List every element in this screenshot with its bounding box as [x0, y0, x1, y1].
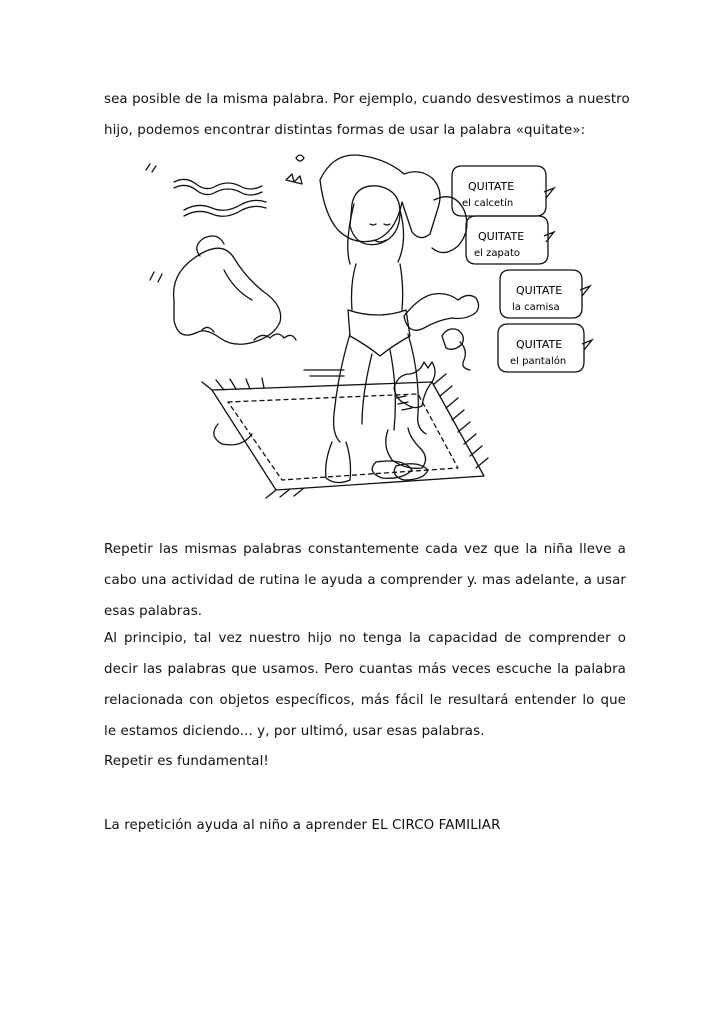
cat-drawing — [394, 362, 435, 410]
text-line: le estamos diciendo... y, por ultimó, usar esas palabras. — [104, 724, 485, 739]
bubble-item: el pantalón — [510, 356, 567, 367]
intro-paragraph — [104, 84, 630, 146]
text-line: Al principio, tal vez nuestro hijo no tenga la capacidad de comprender o — [104, 631, 626, 646]
undressing-illustration — [104, 140, 626, 512]
closing-line — [104, 810, 626, 841]
girl-drawing — [304, 155, 467, 483]
bubble-item: el zapato — [474, 248, 521, 259]
bubble-title: QUITATE — [478, 230, 525, 243]
flying-pants-drawing — [150, 236, 296, 344]
speech-bubble — [452, 166, 554, 216]
speech-bubbles — [452, 166, 592, 372]
text-line: relacionada con objetos específicos, más fácil le resultará entender lo que — [104, 693, 626, 708]
rug-drawing — [202, 374, 488, 498]
text-line: Repetir es fundamental! — [104, 754, 269, 769]
text-line: decir las palabras que usamos. Pero cuantas más veces escuche la palabra — [104, 662, 626, 677]
flying-sock-drawing — [146, 164, 266, 216]
text-line: esas palabras. — [104, 604, 203, 619]
paragraph-emphasis — [104, 746, 626, 777]
sock-drawing — [404, 294, 479, 331]
paragraph-beginning — [104, 623, 626, 747]
speech-bubble — [466, 216, 554, 264]
text-line: sea posible de la misma palabra. Por ejemplo, cuando desvestimos a nuestro — [104, 92, 630, 107]
text-line: La repetición ayuda al niño a aprender EL CIRCO FAMILIAR — [104, 818, 501, 833]
speech-bubble — [498, 324, 592, 372]
bow-drawing — [286, 155, 304, 184]
text-line: Repetir las mismas palabras constantemente cada vez que la niña lleve a — [104, 542, 626, 557]
text-line: hijo, podemos encontrar distintas formas de usar la palabra «quitate»: — [104, 123, 586, 138]
bubble-title: QUITATE — [468, 180, 515, 193]
bubble-title: QUITATE — [516, 284, 563, 297]
bubble-item: la camisa — [512, 302, 560, 313]
paragraph-repetition — [104, 534, 626, 627]
bubble-title: QUITATE — [516, 338, 563, 351]
bubble-item: el calcetín — [462, 198, 514, 209]
mouse-drawing — [442, 329, 470, 370]
speech-bubble — [500, 270, 590, 318]
text-line: cabo una actividad de rutina le ayuda a comprender y. mas adelante, a usar — [104, 573, 626, 588]
